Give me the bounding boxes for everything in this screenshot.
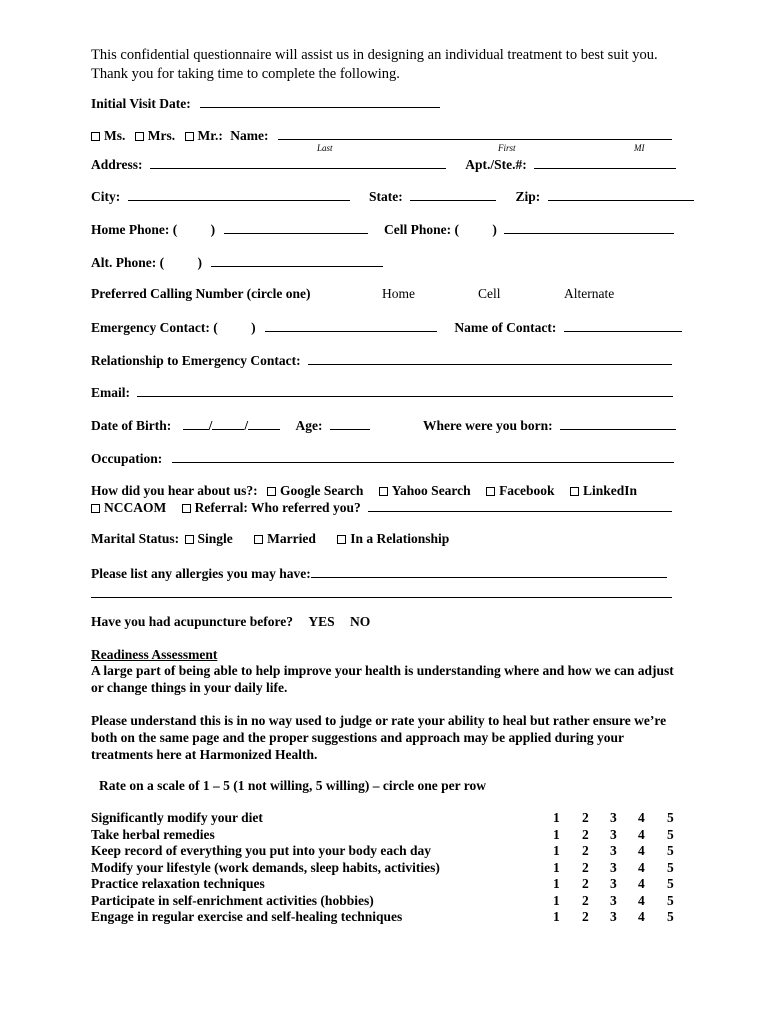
name-row bbox=[91, 127, 672, 144]
rating-row bbox=[91, 827, 691, 844]
initial-visit-field[interactable] bbox=[200, 95, 440, 108]
mrs-checkbox[interactable] bbox=[135, 132, 144, 141]
rating-option-2[interactable]: 2 bbox=[582, 826, 589, 842]
rating-option-5[interactable]: 5 bbox=[667, 826, 674, 842]
dob-day-field[interactable] bbox=[212, 417, 244, 430]
email-row bbox=[91, 384, 673, 401]
age-field[interactable] bbox=[330, 417, 370, 430]
emergency-close: ) bbox=[251, 320, 256, 335]
initial-visit-label: Initial Visit Date: bbox=[91, 96, 191, 111]
occupation-label: Occupation: bbox=[91, 451, 163, 466]
rating-option-5[interactable]: 5 bbox=[667, 843, 674, 858]
single-checkbox[interactable] bbox=[185, 535, 194, 544]
rating-option-5[interactable]: 5 bbox=[667, 909, 674, 924]
preferred-option-home[interactable]: Home bbox=[382, 286, 415, 301]
preferred-label: Preferred Calling Number (circle one) bbox=[91, 286, 311, 301]
dob-slash-2: / bbox=[244, 418, 249, 433]
address-label: Address: bbox=[91, 157, 143, 172]
rating-option-2[interactable]: 2 bbox=[582, 810, 589, 825]
married-label: Married bbox=[267, 531, 316, 546]
zip-field[interactable] bbox=[548, 188, 694, 201]
alt-phone-label: Alt. Phone: ( bbox=[91, 255, 165, 270]
rating-item-label: Modify your lifestyle (work demands, sleep habits, activities) bbox=[91, 859, 440, 875]
age-label: Age: bbox=[295, 418, 323, 433]
home-phone-field[interactable] bbox=[224, 221, 368, 234]
rating-option-3[interactable]: 3 bbox=[610, 826, 617, 842]
preferred-option-alternate[interactable]: Alternate bbox=[564, 286, 615, 301]
rating-row bbox=[91, 893, 691, 910]
facebook-checkbox[interactable] bbox=[486, 487, 495, 496]
name-sub-first: First bbox=[498, 143, 516, 153]
relationship-label: Relationship to Emergency Contact: bbox=[91, 353, 301, 368]
rating-option-3[interactable]: 3 bbox=[610, 892, 617, 908]
yahoo-label: Yahoo Search bbox=[391, 483, 471, 498]
occupation-field[interactable] bbox=[172, 450, 674, 463]
rating-option-3[interactable]: 3 bbox=[610, 843, 617, 858]
born-row bbox=[423, 417, 676, 434]
alt-phone-row bbox=[91, 254, 383, 271]
single-label: Single bbox=[197, 531, 233, 546]
linkedin-checkbox[interactable] bbox=[570, 487, 579, 496]
rating-option-4[interactable]: 4 bbox=[638, 810, 645, 825]
born-field[interactable] bbox=[560, 417, 676, 430]
relationship-row bbox=[91, 352, 672, 369]
dob-slash-1: / bbox=[208, 418, 213, 433]
rating-item-label: Practice relaxation techniques bbox=[91, 876, 265, 891]
google-label: Google Search bbox=[280, 483, 364, 498]
readiness-heading: Readiness Assessment bbox=[91, 647, 218, 662]
state-label: State: bbox=[369, 189, 403, 204]
email-field[interactable] bbox=[137, 384, 673, 397]
acupuncture-label: Have you had acupuncture before? bbox=[91, 614, 294, 629]
in-relationship-label: In a Relationship bbox=[350, 531, 450, 546]
name-label: Name: bbox=[230, 128, 269, 143]
name-field[interactable] bbox=[278, 127, 672, 140]
rating-option-3[interactable]: 3 bbox=[610, 876, 617, 891]
rating-scale-instructions: Rate on a scale of 1 – 5 (1 not willing, 5 willing) – circle one per row bbox=[99, 778, 486, 793]
nccaom-label: NCCAOM bbox=[104, 500, 167, 515]
relationship-checkbox[interactable] bbox=[337, 535, 346, 544]
cell-phone-close: ) bbox=[492, 222, 497, 237]
ms-label: Ms. bbox=[104, 128, 126, 143]
rating-item-label: Significantly modify your diet bbox=[91, 810, 263, 825]
home-phone-close: ) bbox=[210, 222, 216, 237]
google-checkbox[interactable] bbox=[267, 487, 276, 496]
initial-visit-row bbox=[91, 95, 440, 112]
name-sub-mi: MI bbox=[634, 143, 645, 153]
rating-option-1[interactable]: 1 bbox=[553, 859, 560, 875]
allergies-field-2[interactable] bbox=[91, 597, 672, 598]
rating-item-label: Participate in self-enrichment activities (hobbies) bbox=[91, 892, 374, 908]
preferred-option-cell[interactable]: Cell bbox=[478, 286, 501, 301]
rating-item-label: Take herbal remedies bbox=[91, 826, 215, 842]
heard-label: How did you hear about us?: bbox=[91, 483, 258, 498]
home-phone-row bbox=[91, 221, 368, 238]
city-field[interactable] bbox=[128, 188, 350, 201]
rating-option-5[interactable]: 5 bbox=[667, 876, 674, 891]
email-label: Email: bbox=[91, 385, 130, 400]
state-field[interactable] bbox=[410, 188, 496, 201]
rating-row bbox=[91, 810, 691, 827]
readiness-paragraph-2: Please understand this is in no way used to judge or rate your ability to heal but rather ensure we’re both on the same page and the proper suggestions and approach may be applied during your treatments here at Harmonized Health. bbox=[91, 713, 667, 762]
ms-checkbox[interactable] bbox=[91, 132, 100, 141]
rating-option-2[interactable]: 2 bbox=[582, 859, 589, 875]
yahoo-checkbox[interactable] bbox=[379, 487, 388, 496]
rating-option-1[interactable]: 1 bbox=[553, 826, 560, 842]
alt-phone-close: ) bbox=[197, 255, 202, 270]
cell-phone-field[interactable] bbox=[504, 221, 674, 234]
nccaom-checkbox[interactable] bbox=[91, 504, 100, 513]
rating-option-5[interactable]: 5 bbox=[667, 859, 674, 875]
rating-option-2[interactable]: 2 bbox=[582, 876, 589, 891]
allergies-row bbox=[91, 565, 667, 582]
home-phone-label: Home Phone: ( bbox=[91, 222, 178, 237]
mr-checkbox[interactable] bbox=[185, 132, 194, 141]
married-checkbox[interactable] bbox=[254, 535, 263, 544]
contact-name-label: Name of Contact: bbox=[454, 320, 557, 335]
rating-item-label: Engage in regular exercise and self-healing techniques bbox=[91, 909, 403, 924]
occupation-row bbox=[91, 450, 674, 467]
rating-option-1[interactable]: 1 bbox=[553, 909, 560, 924]
rating-option-4[interactable]: 4 bbox=[638, 909, 645, 924]
apt-field[interactable] bbox=[534, 156, 676, 169]
rating-option-5[interactable]: 5 bbox=[667, 810, 674, 825]
allergies-field-1[interactable] bbox=[311, 565, 667, 578]
rating-row bbox=[91, 876, 691, 893]
contact-name-field[interactable] bbox=[564, 319, 682, 332]
referral-label: Referral: Who referred you? bbox=[194, 500, 361, 515]
facebook-label: Facebook bbox=[499, 483, 555, 498]
emergency-row bbox=[91, 319, 682, 336]
marital-row bbox=[91, 531, 449, 547]
rating-row bbox=[91, 909, 691, 926]
rating-option-1[interactable]: 1 bbox=[553, 892, 560, 908]
rating-option-3[interactable]: 3 bbox=[610, 909, 617, 924]
rating-option-3[interactable]: 3 bbox=[610, 810, 617, 825]
rating-option-4[interactable]: 4 bbox=[638, 826, 645, 842]
rating-item-label: Keep record of everything you put into your body each day bbox=[91, 843, 432, 858]
dob-label: Date of Birth: bbox=[91, 418, 172, 433]
rating-option-4[interactable]: 4 bbox=[638, 859, 645, 875]
mrs-label: Mrs. bbox=[147, 128, 176, 143]
rating-row bbox=[91, 860, 691, 877]
marital-label: Marital Status: bbox=[91, 531, 180, 546]
address-row bbox=[91, 156, 676, 173]
dob-month-field[interactable] bbox=[183, 417, 209, 430]
heard-row-2 bbox=[91, 499, 672, 516]
dob-row bbox=[91, 417, 370, 434]
acupuncture-yes[interactable]: YES bbox=[308, 614, 335, 629]
emergency-label: Emergency Contact: ( bbox=[91, 320, 218, 335]
rating-option-3[interactable]: 3 bbox=[610, 859, 617, 875]
city-label: City: bbox=[91, 189, 121, 204]
rating-option-4[interactable]: 4 bbox=[638, 843, 645, 858]
address-field[interactable] bbox=[150, 156, 446, 169]
rating-option-1[interactable]: 1 bbox=[553, 810, 560, 825]
rating-option-2[interactable]: 2 bbox=[582, 909, 589, 924]
zip-label: Zip: bbox=[515, 189, 541, 204]
rating-option-4[interactable]: 4 bbox=[638, 876, 645, 891]
city-row bbox=[91, 188, 694, 205]
alt-phone-field[interactable] bbox=[211, 254, 383, 267]
name-sub-last: Last bbox=[317, 143, 333, 153]
rating-option-1[interactable]: 1 bbox=[553, 876, 560, 891]
referral-checkbox[interactable] bbox=[182, 504, 191, 513]
rating-option-2[interactable]: 2 bbox=[582, 843, 589, 858]
cell-phone-label: Cell Phone: ( bbox=[384, 222, 459, 237]
heard-row-1 bbox=[91, 483, 637, 499]
dob-year-field[interactable] bbox=[248, 417, 280, 430]
relationship-field[interactable] bbox=[308, 352, 672, 365]
rating-option-4[interactable]: 4 bbox=[638, 892, 645, 908]
intro-text: This confidential questionnaire will assist us in designing an individual treatment to best suit you. Thank you for taking time to complete the following. bbox=[91, 47, 658, 82]
born-label: Where were you born: bbox=[423, 418, 553, 433]
emergency-phone-field[interactable] bbox=[265, 319, 437, 332]
cell-phone-row bbox=[384, 221, 674, 238]
rating-option-1[interactable]: 1 bbox=[553, 843, 560, 858]
referral-field[interactable] bbox=[368, 499, 672, 512]
readiness-paragraph-1: A large part of being able to help improve your health is understanding where and how we can adjust or change things in your daily life. bbox=[91, 663, 674, 695]
rating-option-5[interactable]: 5 bbox=[667, 892, 674, 908]
acupuncture-no[interactable]: NO bbox=[350, 614, 371, 629]
rating-row bbox=[91, 843, 691, 860]
apt-label: Apt./Ste.#: bbox=[465, 157, 527, 172]
rating-option-2[interactable]: 2 bbox=[582, 892, 589, 908]
mr-label: Mr.: bbox=[197, 128, 223, 143]
allergies-label: Please list any allergies you may have: bbox=[91, 566, 311, 581]
acupuncture-row bbox=[91, 614, 370, 630]
linkedin-label: LinkedIn bbox=[582, 483, 637, 498]
